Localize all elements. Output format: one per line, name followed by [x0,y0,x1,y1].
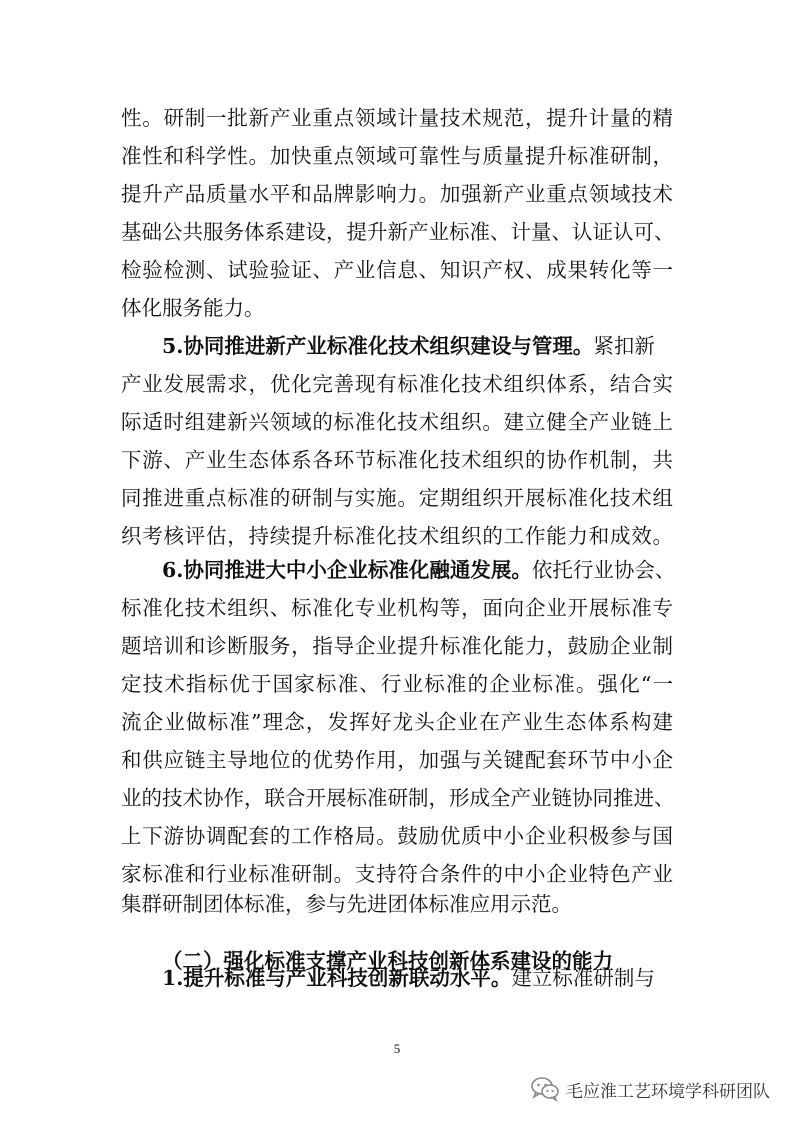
watermark-text: 毛应淮工艺环境学科研团队 [566,1081,770,1102]
item-6-first-line [162,555,676,585]
body-line: 性。研制一批新产业重点领域计量技术规范，提升计量的精 [121,106,673,130]
item-1-heading: 1.提升标准与产业科技创新联动水平。 [162,966,512,990]
body-line: 基础公共服务体系建设，提升新产业标准、计量、认证认可、 [121,220,675,244]
body-line: 提升产品质量水平和品牌影响力。加强新产业重点领域技术 [121,182,673,206]
item-1-first-line-tail: 建立标准研制与 [511,966,655,990]
body-line: 和供应链主导地位的优势作用，加强与关键配套环节中小企 [121,748,673,772]
body-line: 上下游协调配套的工作格局。鼓励优质中小企业积极参与国 [121,824,673,848]
body-line: 定技术指标优于国家标准、行业标准的企业标准。强化“一 [121,672,673,696]
body-line: 题培训和诊断服务，指导企业提升标准化能力，鼓励企业制 [121,634,673,658]
item-6-heading: 6.协同推进大中小企业标准化融通发展。 [162,558,532,582]
body-line: 际适时组建新兴领域的标准化技术组织。建立健全产业链上 [121,410,673,434]
item-5-heading: 5.协同推进新产业标准化技术组织建设与管理。 [162,334,594,358]
body-line: 家标准和行业标准研制。支持符合条件的中小企业特色产业 [121,862,673,886]
body-line: 流企业做标准”理念，发挥好龙头企业在产业生态体系构建 [121,710,673,734]
body-line: 检验检测、试验验证、产业信息、知识产权、成果转化等一 [121,258,673,282]
item-1-first-line [162,963,673,993]
body-line: 准性和科学性。加快重点领域可靠性与质量提升标准研制， [121,144,673,168]
body-line: 织考核评估，持续提升标准化技术组织的工作能力和成效。 [121,524,673,548]
body-line: 标准化技术组织、标准化专业机构等，面向企业开展标准专 [121,596,673,620]
section-heading: （二）强化标准支撑产业科技创新体系建设的能力 [162,948,613,973]
item-5-first-line [162,331,673,361]
body-line: 产业发展需求，优化完善现有标准化技术组织体系，结合实 [121,372,673,396]
page-number: 5 [393,1041,401,1056]
body-line: 业的技术协作，联合开展标准研制，形成全产业链协同推进、 [121,786,675,810]
body-line: 体化服务能力。 [121,296,265,320]
item-5-first-line-tail: 紧扣新 [593,334,655,358]
body-line: 集群研制团体标准，参与先进团体标准应用示范。 [121,892,572,916]
body-line: 同推进重点标准的研制与实施。定期组织开展标准化技术组 [121,486,673,510]
wechat-icon [530,1076,560,1102]
body-line: 下游、产业生态体系各环节标准化技术组织的协作机制，共 [121,448,673,472]
item-6-first-line-tail: 依托行业协会、 [531,558,676,582]
watermark [530,1072,770,1106]
